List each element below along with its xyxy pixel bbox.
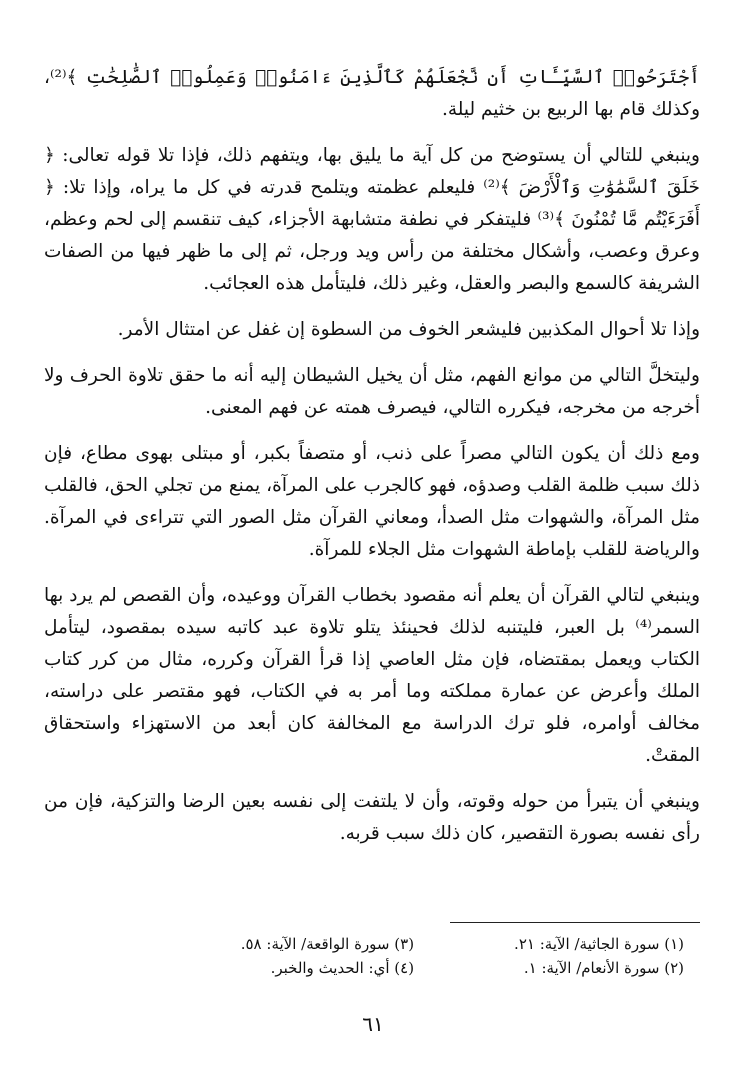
paragraph-5: ومع ذلك أن يكون التالي مصراً على ذنب، أو متصفاً بكبر، أو مبتلى بهوى مطاع، فإن ذلك سبب ظلمة القلب وصدؤه، فهو كالجرب على المرآة، يمنع من تجلي الحق، فالقلب مثل المرآة، والشهوات مثل الصدأ، ومعاني القرآن مثل الصور التي تتراءى في المرآة. والرياضة للقلب بإماطة الشهوات مثل الجلاء للمرآة. [44,443,700,560]
footnotes-right-column [514,932,684,980]
footnote-divider [450,922,700,923]
footnote-3: (٣) سورة الواقعة/ الآية: ٥٨. [240,935,415,953]
paragraph-1: أَجْتَرَحُوا۟ ٱلسَّيِّـَٔاتِ أَن نَّجْعَلَهُمْ كَٱلَّذِينَ ءَامَنُوا۟ وَعَمِلُوا۟ ٱلصَّٰلِحَٰتِ ﴾⁽²⁾، وكذلك قام بها الربيع بن خثيم ليلة. [44,67,700,120]
footnote-1: (١) سورة الجاثية/ الآية: ٢١. [514,935,684,953]
page-number: ٦١ [362,1012,384,1036]
footnote-4: (٤) أي: الحديث والخبر. [270,959,415,977]
footnote-2: (٢) سورة الأنعام/ الآية: ١. [523,959,684,977]
paragraph-2: وينبغي للتالي أن يستوضح من كل آية ما يليق بها، ويتفهم ذلك، فإذا تلا قوله تعالى: ﴿ خَلَقَ ٱلسَّمَٰوَٰتِ وَٱلْأَرْضَ ﴾⁽²⁾ فليعلم عظمته ويتلمح قدرته في كل ما يراه، وإذا تلا: ﴿ أَفَرَءَيْتُم مَّا تُمْنُونَ ﴾⁽³⁾ فليتفكر في نطفة متشابهة الأجزاء، كيف تنقسم إلى لحم وعظم، وعرق وعصب، وأشكال مختلفة من رأس ويد ورجل، ثم إلى ما ظهر فيها من الصفات الشريفة كالسمع والبصر والعقل، وغير ذلك، فليتأمل هذه العجائب. [44,145,700,294]
paragraph-4: وليتخلَّ التالي من موانع الفهم، مثل أن يخيل الشيطان إليه أنه ما حقق تلاوة الحرف ولا أخرجه من مخرجه، فيكرره التالي، فيصرف همته عن فهم المعنى. [44,365,700,418]
paragraph-6: وينبغي لتالي القرآن أن يعلم أنه مقصود بخطاب القرآن ووعيده، وأن القصص لم يرد بها السمر⁽⁴⁾ بل العبر، فليتنبه لذلك فحينئذ يتلو تلاوة عبد كاتبه سيده بمقصود، ليتأمل الكتاب ويعمل بمقتضاه، فإن مثل العاصي إذا قرأ القرآن وكرره، مثال من كرر كتاب الملك وأعرض عن عمارة مملكته وما أمر به في الكتاب، فهو مقتصر على دراسته، مخالف أوامره، فلو ترك الدراسة مع المخالفة كان أبعد من الاستهزاء واستحقاق المقتْ. [44,585,700,766]
paragraph-3: وإذا تلا أحوال المكذبين فليشعر الخوف من السطوة إن غفل عن امتثال الأمر. [117,319,700,340]
footnotes [44,932,684,980]
paragraph-7: وينبغي أن يتبرأ من حوله وقوته، وأن لا يلتفت إلى نفسه بعين الرضا والتزكية، فإن من رأى نفسه بصورة التقصير، كان ذلك سبب قربه. [44,791,700,844]
footnotes-left-column [241,932,414,980]
